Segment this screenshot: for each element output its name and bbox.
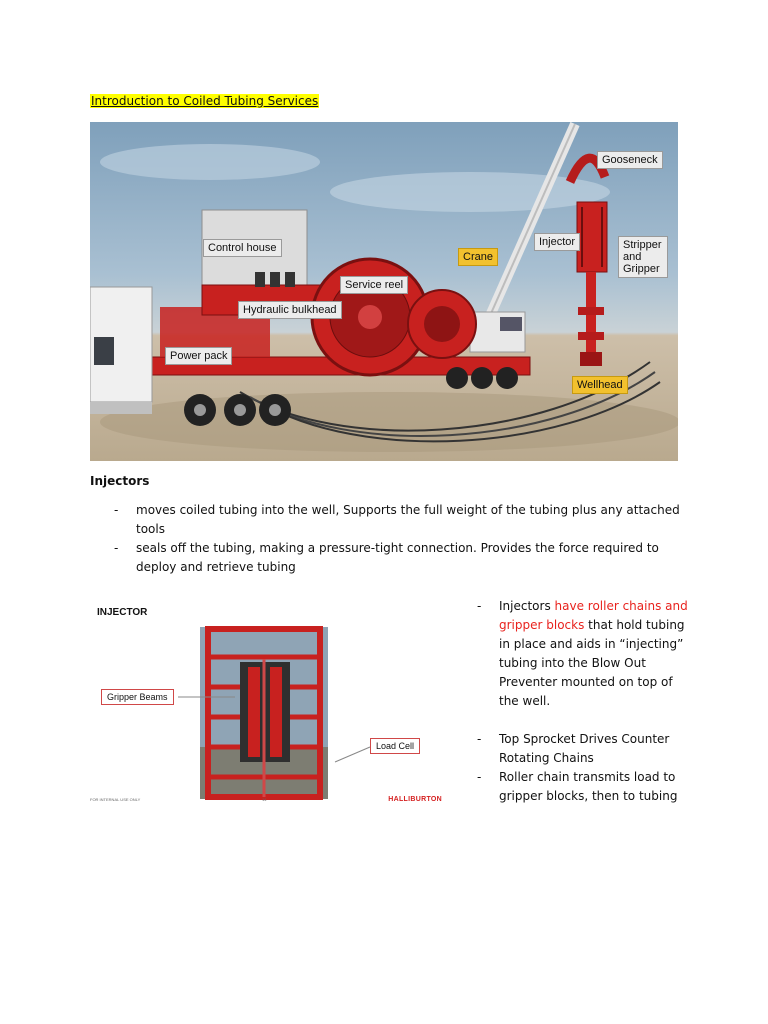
list-item: - Roller chain transmits load to gripper blocks, then to tubing — [475, 768, 690, 806]
injector-notes-list — [475, 597, 690, 806]
list-item — [475, 597, 690, 711]
label-injector: Injector — [534, 233, 580, 251]
injectors-heading: Injectors — [90, 474, 150, 488]
injector-photo-slide — [90, 597, 442, 805]
injectors-bullet-list — [112, 501, 682, 577]
label-service-reel: Service reel — [340, 276, 408, 294]
slide-page-number: 14 — [262, 797, 267, 802]
label-power-pack: Power pack — [165, 347, 232, 365]
label-gripper-beams: Gripper Beams — [101, 689, 174, 705]
note-text: Injectors — [499, 599, 555, 613]
label-crane: Crane — [458, 248, 498, 266]
highlighted-text: have roller chains and gripper blocks — [499, 599, 688, 632]
label-hydraulic-bulkhead: Hydraulic bulkhead — [238, 301, 342, 319]
document-title: Introduction to Coiled Tubing Services — [91, 94, 319, 108]
label-stripper-and-gripper: Stripper and Gripper — [618, 236, 668, 278]
slide-footer-note: FOR INTERNAL USE ONLY — [90, 797, 141, 802]
note-text: that hold tubing in place and aids in “injecting” tubing into the Blow Out Preventer mounted on top of the well. — [499, 618, 685, 708]
halliburton-logo: HALLIBURTON — [388, 796, 442, 803]
slide-heading: INJECTOR — [97, 607, 148, 618]
label-wellhead: Wellhead — [572, 376, 628, 394]
list-item: - Top Sprocket Drives Counter Rotating Chains — [475, 730, 690, 768]
label-gooseneck: Gooseneck — [597, 151, 663, 169]
label-load-cell: Load Cell — [370, 738, 420, 754]
coiled-tubing-unit-illustration — [90, 122, 678, 461]
label-control-house: Control house — [203, 239, 282, 257]
list-item: - seals off the tubing, making a pressure-tight connection. Provides the force required to deploy and retrieve tubing — [112, 539, 682, 577]
list-item: - moves coiled tubing into the well, Supports the full weight of the tubing plus any attached tools — [112, 501, 682, 539]
